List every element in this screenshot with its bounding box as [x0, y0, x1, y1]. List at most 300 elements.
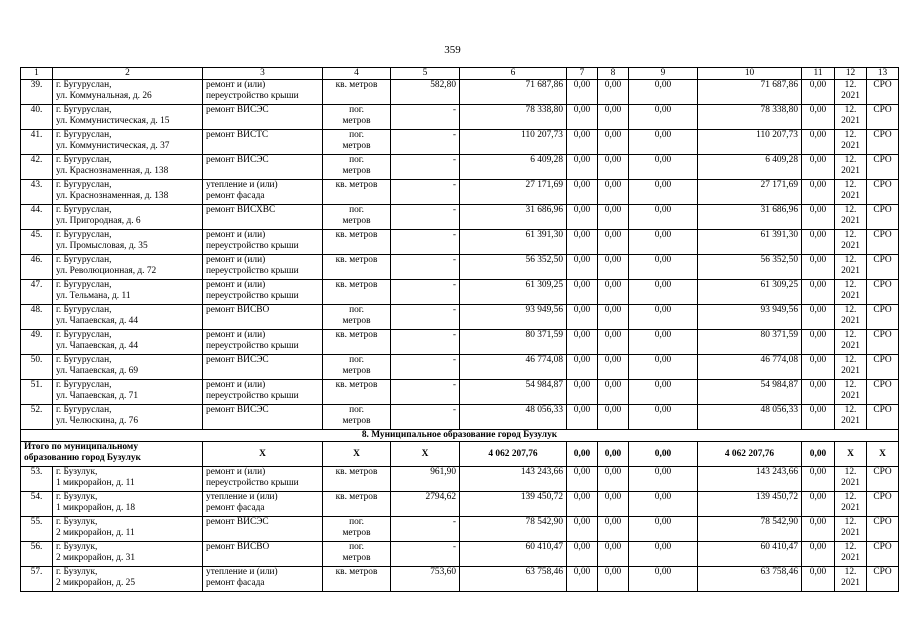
address-line: 2 микрорайон, д. 31 [56, 553, 136, 563]
unit [323, 305, 391, 330]
cost-col9 [629, 405, 698, 430]
column-number: 4 [323, 68, 391, 80]
quantity [391, 517, 460, 542]
work-type [203, 205, 323, 230]
source [867, 492, 899, 517]
unit-line: метров [342, 528, 371, 538]
cost-col9-line: 0,00 [654, 330, 672, 340]
row-number-line: 53. [30, 467, 43, 477]
cost-col10-line: 63 758,46 [760, 567, 798, 577]
address-line: г. Бугуруслан, [56, 155, 112, 165]
cost-col11-line: 0,00 [809, 155, 827, 165]
cost-total-line: 78 338,80 [525, 105, 563, 115]
deadline-line: 2021 [841, 91, 860, 101]
cost-col10 [698, 492, 802, 517]
address [53, 542, 203, 567]
cost-col9-line: 0,00 [654, 130, 672, 140]
deadline-line: 2021 [841, 166, 860, 176]
address [53, 180, 203, 205]
cost-col8 [598, 542, 629, 567]
cost-col9 [629, 80, 698, 105]
work-type-line: ремонт фасада [206, 191, 265, 201]
work-type-line: ремонт и (или) [206, 80, 266, 90]
row-number [21, 380, 53, 405]
cost-col11-line: 0,00 [809, 130, 827, 140]
cost-total-line: 60 410,47 [525, 542, 563, 552]
cost-col8 [598, 230, 629, 255]
source [867, 155, 899, 180]
cost-col8 [598, 155, 629, 180]
cost-col10-line: 78 542,90 [760, 517, 798, 527]
unit-line: кв. метров [335, 230, 378, 240]
address-line: г. Бугуруслан, [56, 130, 112, 140]
unit [323, 492, 391, 517]
cost-col10-line: 27 171,69 [760, 180, 798, 190]
cost-col8-line: 0,00 [604, 467, 622, 477]
cost-col9-line: 0,00 [654, 542, 672, 552]
cost-col11-line: 0,00 [809, 330, 827, 340]
cost-col11-line: 0,00 [809, 405, 827, 415]
address-line: ул. Краснознаменная, д. 138 [56, 166, 169, 176]
deadline [835, 155, 867, 180]
cost-col7-line: 0,00 [573, 492, 591, 502]
cost-col7 [567, 155, 598, 180]
cost-col8-line: 0,00 [604, 230, 622, 240]
source-line: СРО [873, 380, 892, 390]
work-type-line: ремонт и (или) [206, 380, 266, 390]
address-line: ул. Коммунистическая, д. 37 [56, 141, 170, 151]
cost-col10-line: 56 352,50 [760, 255, 798, 265]
quantity-line: 582,80 [430, 80, 456, 90]
cost-total-line: 78 542,90 [525, 517, 563, 527]
source-line: СРО [873, 280, 892, 290]
source-line: СРО [873, 255, 892, 265]
deadline-line: 2021 [841, 116, 860, 126]
column-number: 2 [53, 68, 203, 80]
deadline-line: 12. [844, 405, 857, 415]
source [867, 405, 899, 430]
work-type [203, 517, 323, 542]
cost-col10-line: 61 309,25 [760, 280, 798, 290]
table-row [21, 517, 899, 542]
quantity [391, 280, 460, 305]
unit [323, 380, 391, 405]
cost-col8 [598, 492, 629, 517]
row-number-line: 41. [30, 130, 43, 140]
unit [323, 105, 391, 130]
quantity [391, 467, 460, 492]
source-line: СРО [873, 155, 892, 165]
unit-line: пог. [349, 355, 364, 365]
work-type-line: переустройство крыши [206, 478, 299, 488]
source [867, 467, 899, 492]
cost-col8-line: 0,00 [604, 517, 622, 527]
address [53, 255, 203, 280]
cost-col10 [698, 467, 802, 492]
row-number [21, 230, 53, 255]
address-line: ул. Чапаевская, д. 69 [56, 366, 139, 376]
address [53, 517, 203, 542]
cost-col8-line: 0,00 [604, 130, 622, 140]
cost-col8 [598, 567, 629, 592]
cost-col7 [567, 130, 598, 155]
cost-col8-line: 0,00 [604, 180, 622, 190]
cost-col10-line: 93 949,56 [760, 305, 798, 315]
cost-col10 [698, 80, 802, 105]
cost-col9 [629, 567, 698, 592]
table-row [21, 255, 899, 280]
cost-col11 [802, 567, 835, 592]
deadline-line: 2021 [841, 141, 860, 151]
quantity-line: 753,60 [430, 567, 456, 577]
cost-total [460, 280, 567, 305]
source [867, 517, 899, 542]
cost-col9 [629, 542, 698, 567]
address-line: 2 микрорайон, д. 25 [56, 578, 136, 588]
deadline-line: 12. [844, 492, 857, 502]
cost-total [460, 542, 567, 567]
row-number [21, 542, 53, 567]
deadline [835, 567, 867, 592]
table-row [21, 405, 899, 430]
row-number-line: 45. [30, 230, 43, 240]
deadline-line: 2021 [841, 216, 860, 226]
address-line: ул. Промысловая, д. 35 [56, 241, 148, 251]
cost-col11 [802, 380, 835, 405]
column-number: 12 [835, 68, 867, 80]
deadline [835, 130, 867, 155]
cost-col7-line: 0,00 [573, 380, 591, 390]
address-line: ул. Чапаевская, д. 71 [56, 391, 139, 401]
deadline-line: 2021 [841, 528, 860, 538]
work-type-line: переустройство крыши [206, 266, 299, 276]
cost-col11 [802, 467, 835, 492]
row-number-line: 44. [30, 205, 43, 215]
unit [323, 80, 391, 105]
quantity [391, 542, 460, 567]
quantity-line: - [452, 517, 456, 527]
row-number-line: 49. [30, 330, 43, 340]
address-line: г. Бугуруслан, [56, 305, 112, 315]
cost-total-line: 93 949,56 [525, 305, 563, 315]
cost-col7-line: 0,00 [573, 355, 591, 365]
source [867, 567, 899, 592]
cost-col9-line: 0,00 [654, 155, 672, 165]
cost-col10 [698, 180, 802, 205]
deadline-line: 12. [844, 330, 857, 340]
cost-total [460, 330, 567, 355]
source [867, 380, 899, 405]
unit [323, 467, 391, 492]
cost-col10 [698, 567, 802, 592]
deadline-line: 2021 [841, 391, 860, 401]
cost-col10 [698, 205, 802, 230]
total-c10: 4 062 207,76 [698, 442, 802, 467]
work-type-line: ремонт ВИСЭС [206, 355, 269, 365]
deadline [835, 330, 867, 355]
deadline [835, 80, 867, 105]
cost-col7-line: 0,00 [573, 517, 591, 527]
table-row [21, 380, 899, 405]
unit-line: кв. метров [335, 567, 378, 577]
deadline-line: 12. [844, 255, 857, 265]
cost-col9 [629, 255, 698, 280]
cost-total-line: 56 352,50 [525, 255, 563, 265]
unit-line: кв. метров [335, 492, 378, 502]
quantity [391, 105, 460, 130]
column-number: 10 [698, 68, 802, 80]
address [53, 205, 203, 230]
cost-col11-line: 0,00 [809, 255, 827, 265]
total-month: Х [835, 442, 867, 467]
cost-col9-line: 0,00 [654, 230, 672, 240]
deadline-line: 12. [844, 355, 857, 365]
unit-line: пог. [349, 105, 364, 115]
quantity-line: - [452, 180, 456, 190]
cost-total [460, 105, 567, 130]
row-number [21, 105, 53, 130]
cost-col10 [698, 355, 802, 380]
address [53, 280, 203, 305]
cost-col7 [567, 280, 598, 305]
row-number [21, 517, 53, 542]
work-type-line: переустройство крыши [206, 91, 299, 101]
cost-col10 [698, 405, 802, 430]
cost-col10 [698, 105, 802, 130]
quantity [391, 80, 460, 105]
deadline-line: 2021 [841, 553, 860, 563]
cost-total [460, 405, 567, 430]
source [867, 230, 899, 255]
cost-col11 [802, 492, 835, 517]
column-number: 7 [567, 68, 598, 80]
cost-col8-line: 0,00 [604, 155, 622, 165]
table-row [21, 492, 899, 517]
deadline [835, 305, 867, 330]
unit-line: метров [342, 366, 371, 376]
address-line: ул. Челюскина, д. 76 [56, 416, 139, 426]
address-line: г. Бугуруслан, [56, 255, 112, 265]
work-type-line: ремонт и (или) [206, 255, 266, 265]
address-line: 2 микрорайон, д. 11 [56, 528, 135, 538]
work-type-line: переустройство крыши [206, 391, 299, 401]
cost-total [460, 517, 567, 542]
cost-col9 [629, 230, 698, 255]
quantity [391, 155, 460, 180]
cost-col8-line: 0,00 [604, 255, 622, 265]
column-number: 11 [802, 68, 835, 80]
cost-col10-line: 143 243,66 [755, 467, 798, 477]
deadline-line: 12. [844, 467, 857, 477]
address [53, 305, 203, 330]
address [53, 230, 203, 255]
cost-col7 [567, 180, 598, 205]
source-line: СРО [873, 542, 892, 552]
total-source: Х [867, 442, 899, 467]
cost-col10 [698, 130, 802, 155]
source-line: СРО [873, 305, 892, 315]
quantity [391, 405, 460, 430]
cost-col8 [598, 130, 629, 155]
unit-line: метров [342, 316, 371, 326]
cost-col9-line: 0,00 [654, 255, 672, 265]
source-line: СРО [873, 180, 892, 190]
source-line: СРО [873, 330, 892, 340]
unit [323, 330, 391, 355]
cost-col9 [629, 280, 698, 305]
work-type [203, 380, 323, 405]
cost-col7 [567, 567, 598, 592]
source [867, 205, 899, 230]
deadline-line: 12. [844, 517, 857, 527]
cost-col7-line: 0,00 [573, 230, 591, 240]
work-type [203, 330, 323, 355]
deadline-line: 2021 [841, 316, 860, 326]
cost-col10-line: 48 056,33 [760, 405, 798, 415]
quantity [391, 305, 460, 330]
deadline [835, 355, 867, 380]
work-type [203, 280, 323, 305]
row-number-line: 43. [30, 180, 43, 190]
cost-col7-line: 0,00 [573, 255, 591, 265]
address [53, 492, 203, 517]
cost-total-line: 54 984,87 [525, 380, 563, 390]
row-number [21, 330, 53, 355]
work-type [203, 230, 323, 255]
address [53, 130, 203, 155]
cost-col10 [698, 255, 802, 280]
row-number-line: 40. [30, 105, 43, 115]
unit-line: метров [342, 553, 371, 563]
work-type [203, 105, 323, 130]
address-line: г. Бугуруслан, [56, 330, 112, 340]
cost-col8-line: 0,00 [604, 355, 622, 365]
cost-col10 [698, 380, 802, 405]
cost-col11 [802, 80, 835, 105]
row-number [21, 405, 53, 430]
row-number-line: 39. [30, 80, 43, 90]
deadline-line: 2021 [841, 503, 860, 513]
deadline [835, 517, 867, 542]
source-line: СРО [873, 517, 892, 527]
deadline-line: 12. [844, 205, 857, 215]
cost-col7-line: 0,00 [573, 405, 591, 415]
work-type-line: ремонт ВИСВО [206, 305, 270, 315]
address [53, 155, 203, 180]
cost-col11-line: 0,00 [809, 230, 827, 240]
cost-total-line: 110 207,73 [521, 130, 563, 140]
cost-total [460, 130, 567, 155]
work-type-line: ремонт ВИСЭС [206, 517, 269, 527]
work-type-line: ремонт ВИСХВС [206, 205, 276, 215]
quantity-line: - [452, 205, 456, 215]
work-type [203, 492, 323, 517]
cost-col8 [598, 467, 629, 492]
cost-col7 [567, 517, 598, 542]
cost-col8-line: 0,00 [604, 567, 622, 577]
cost-col11-line: 0,00 [809, 105, 827, 115]
cost-col10-line: 139 450,72 [755, 492, 798, 502]
source [867, 280, 899, 305]
work-type-line: ремонт фасада [206, 503, 265, 513]
table-row [21, 205, 899, 230]
source-line: СРО [873, 205, 892, 215]
row-number-line: 57. [30, 567, 43, 577]
unit-line: кв. метров [335, 255, 378, 265]
column-number: 6 [460, 68, 567, 80]
table-row [21, 80, 899, 105]
cost-col11-line: 0,00 [809, 305, 827, 315]
address-line: г. Бугуруслан, [56, 80, 112, 90]
cost-col7-line: 0,00 [573, 105, 591, 115]
source [867, 542, 899, 567]
cost-col8-line: 0,00 [604, 80, 622, 90]
deadline [835, 542, 867, 567]
quantity-line: 961,90 [430, 467, 456, 477]
cost-col10 [698, 280, 802, 305]
source [867, 130, 899, 155]
unit-line: метров [342, 416, 371, 426]
cost-col8 [598, 305, 629, 330]
cost-total-line: 71 687,86 [525, 80, 563, 90]
cost-total [460, 205, 567, 230]
cost-col8-line: 0,00 [604, 330, 622, 340]
cost-col7 [567, 230, 598, 255]
cost-col8 [598, 330, 629, 355]
source-line: СРО [873, 355, 892, 365]
cost-col9-line: 0,00 [654, 380, 672, 390]
cost-col11 [802, 180, 835, 205]
address-line: г. Бузулук, [56, 567, 98, 577]
cost-col8-line: 0,00 [604, 105, 622, 115]
cost-col8 [598, 180, 629, 205]
column-number: 5 [391, 68, 460, 80]
unit [323, 230, 391, 255]
unit-line: пог. [349, 517, 364, 527]
quantity [391, 255, 460, 280]
address-line: г. Бузулук, [56, 467, 98, 477]
address [53, 330, 203, 355]
deadline [835, 180, 867, 205]
deadline [835, 380, 867, 405]
row-number [21, 567, 53, 592]
unit-line: пог. [349, 305, 364, 315]
cost-col7-line: 0,00 [573, 205, 591, 215]
source-line: СРО [873, 492, 892, 502]
cost-total [460, 180, 567, 205]
row-number [21, 180, 53, 205]
address-line: ул. Чапаевская, д. 44 [56, 341, 139, 351]
address [53, 405, 203, 430]
row-number [21, 355, 53, 380]
address [53, 380, 203, 405]
quantity [391, 230, 460, 255]
address-line: ул. Коммунистическая, д. 15 [56, 116, 170, 126]
cost-col10-line: 60 410,47 [760, 542, 798, 552]
address-line: г. Бузулук, [56, 517, 98, 527]
row-number [21, 255, 53, 280]
row-number-line: 51. [30, 380, 43, 390]
table-row [21, 180, 899, 205]
cost-total-line: 31 686,96 [525, 205, 563, 215]
cost-col9-line: 0,00 [654, 205, 672, 215]
source-line: СРО [873, 405, 892, 415]
deadline-line: 2021 [841, 341, 860, 351]
unit [323, 205, 391, 230]
unit [323, 155, 391, 180]
work-type-line: ремонт ВИСЭС [206, 105, 269, 115]
unit-line: пог. [349, 205, 364, 215]
